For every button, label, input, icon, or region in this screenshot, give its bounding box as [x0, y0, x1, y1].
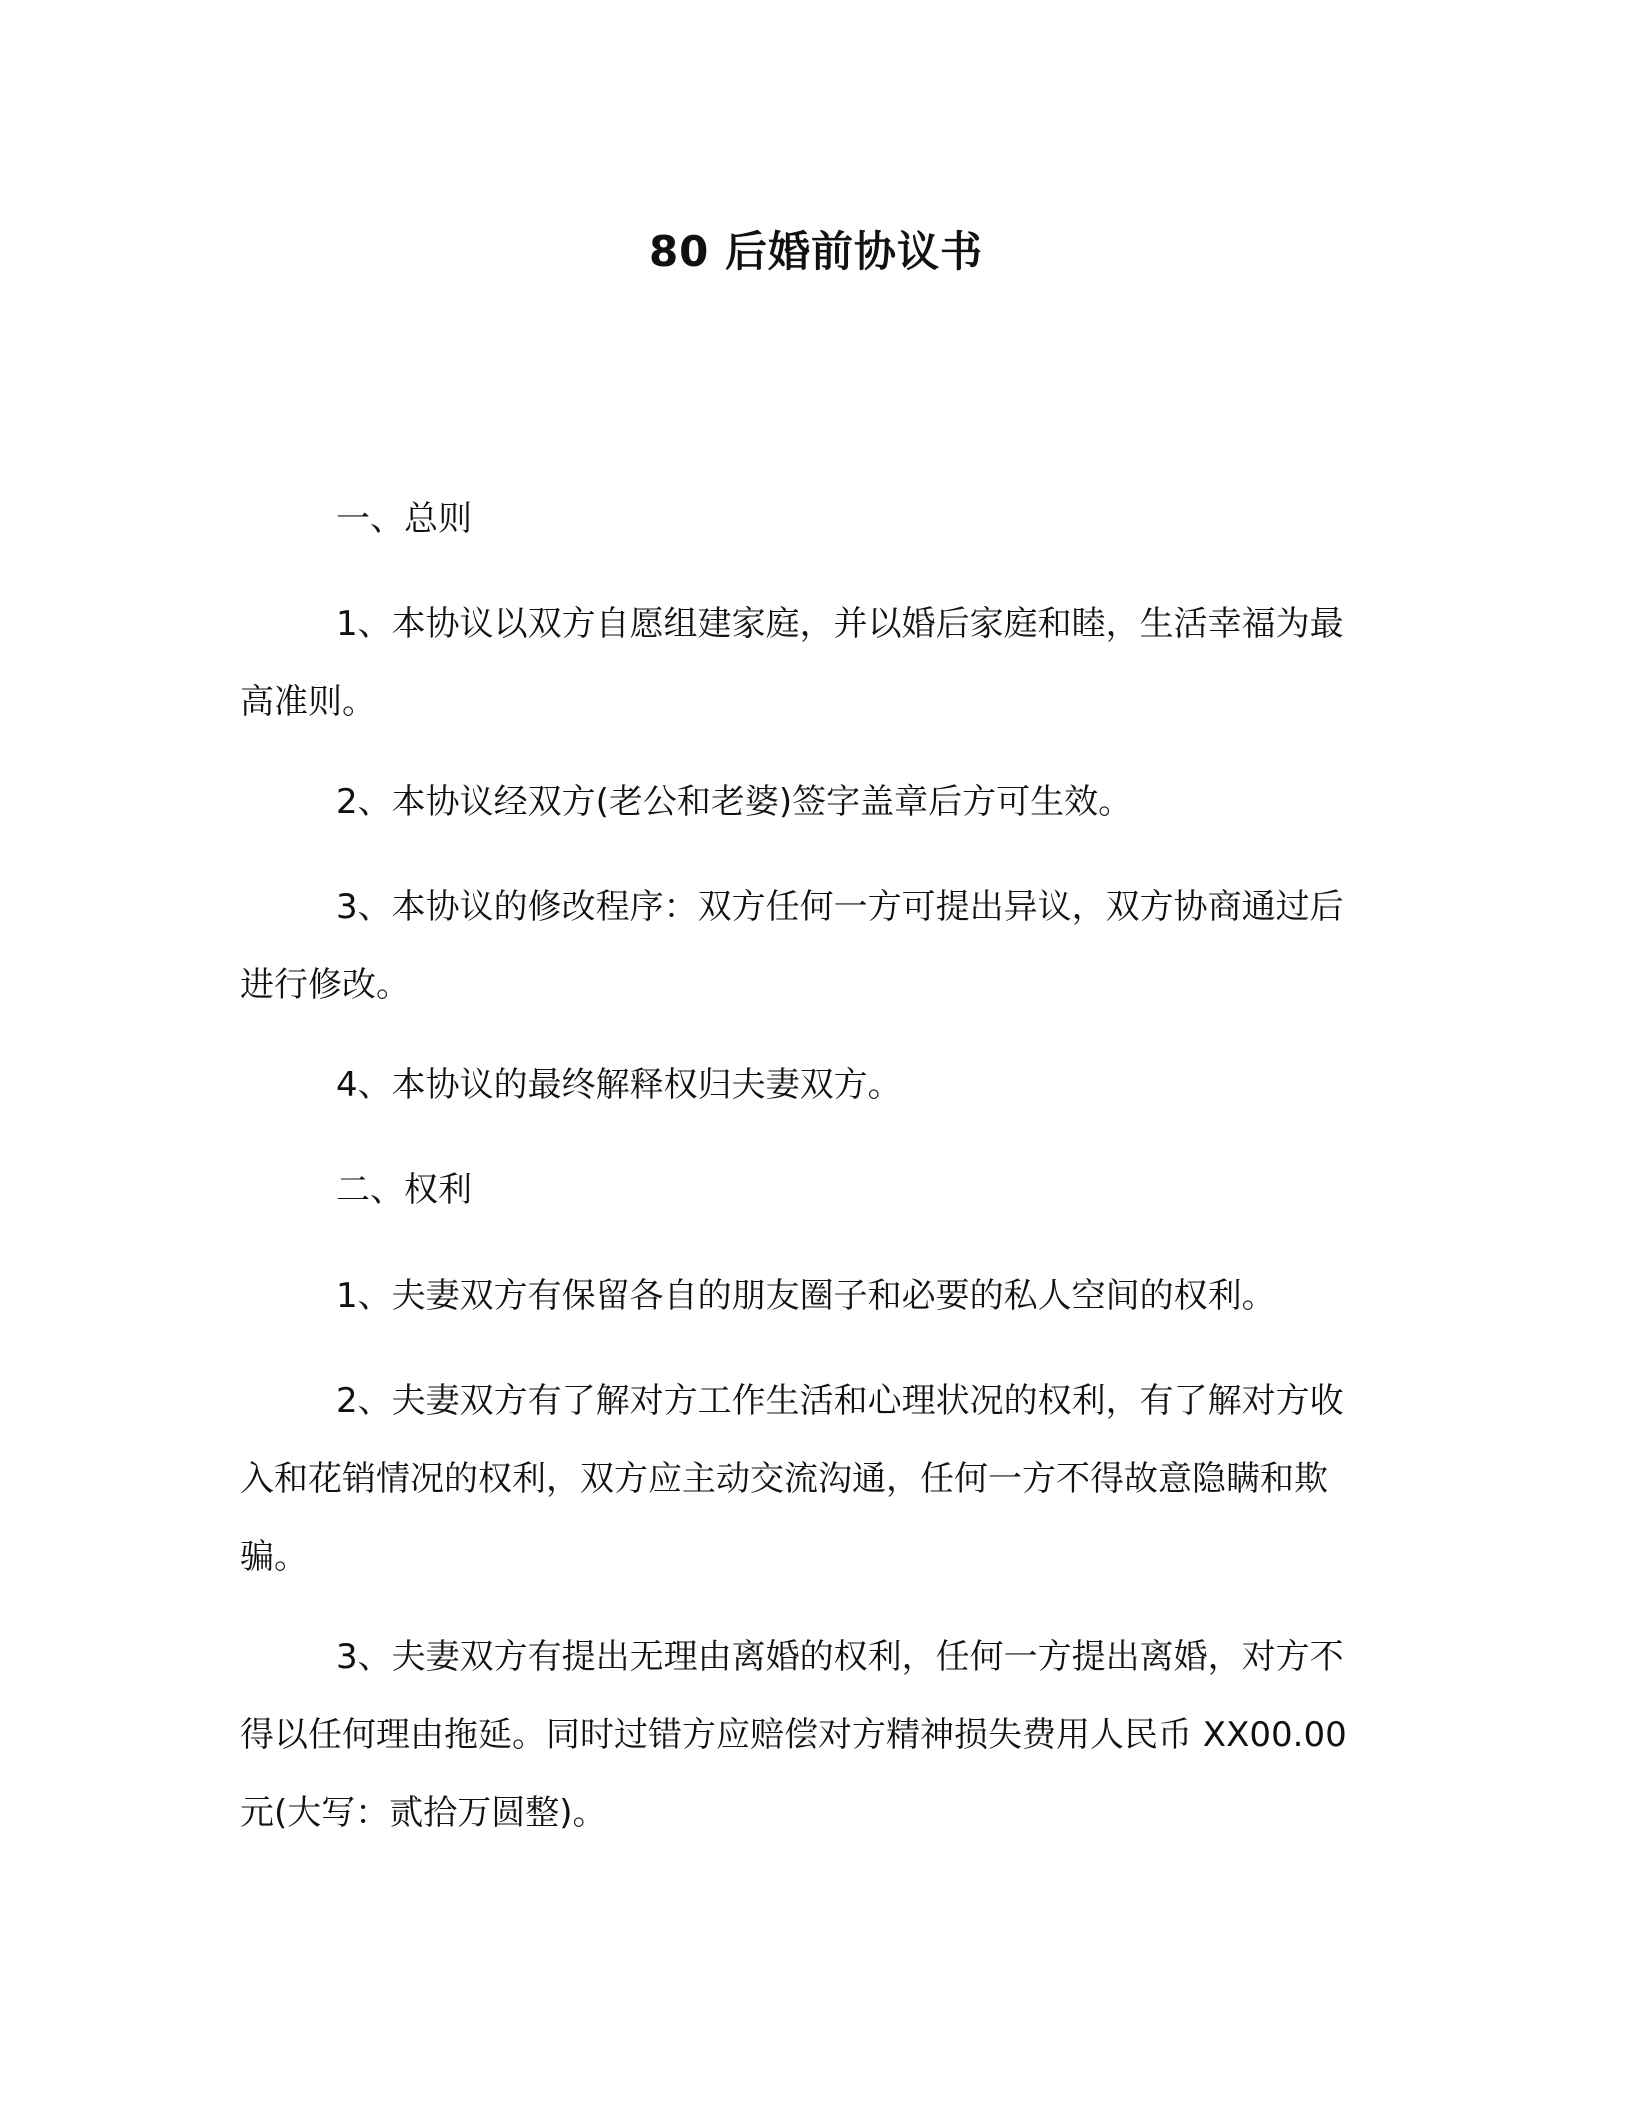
document-title: 80 后婚前协议书	[648, 227, 984, 276]
section-heading-general: 一、总则	[336, 499, 472, 539]
section2-item-2: 2、夫妻双方有了解对方工作生活和心理状况的权利，有了解对方收入和花销情况的权利，双方应主动交流沟通，任何一方不得故意隐瞒和欺骗。	[240, 1381, 1344, 1577]
section1-item-2: 2、本协议经双方(老公和老婆)签字盖章后方可生效。	[336, 782, 1133, 822]
section1-item-4: 4、本协议的最终解释权归夫妻双方。	[336, 1065, 902, 1105]
section2-item-1: 1、夫妻双方有保留各自的朋友圈子和必要的私人空间的权利。	[336, 1276, 1276, 1316]
section2-item-3: 3、夫妻双方有提出无理由离婚的权利，任何一方提出离婚，对方不得以任何理由拖延。同时过错方应赔偿对方精神损失费用人民币 XX00.00 元(大写：贰拾万圆整)。	[240, 1637, 1347, 1833]
section1-item-3: 3、本协议的修改程序：双方任何一方可提出异议，双方协商通过后进行修改。	[240, 887, 1344, 1005]
section1-item-1: 1、本协议以双方自愿组建家庭，并以婚后家庭和睦，生活幸福为最高准则。	[240, 604, 1344, 722]
section-heading-rights: 二、权利	[336, 1170, 472, 1210]
